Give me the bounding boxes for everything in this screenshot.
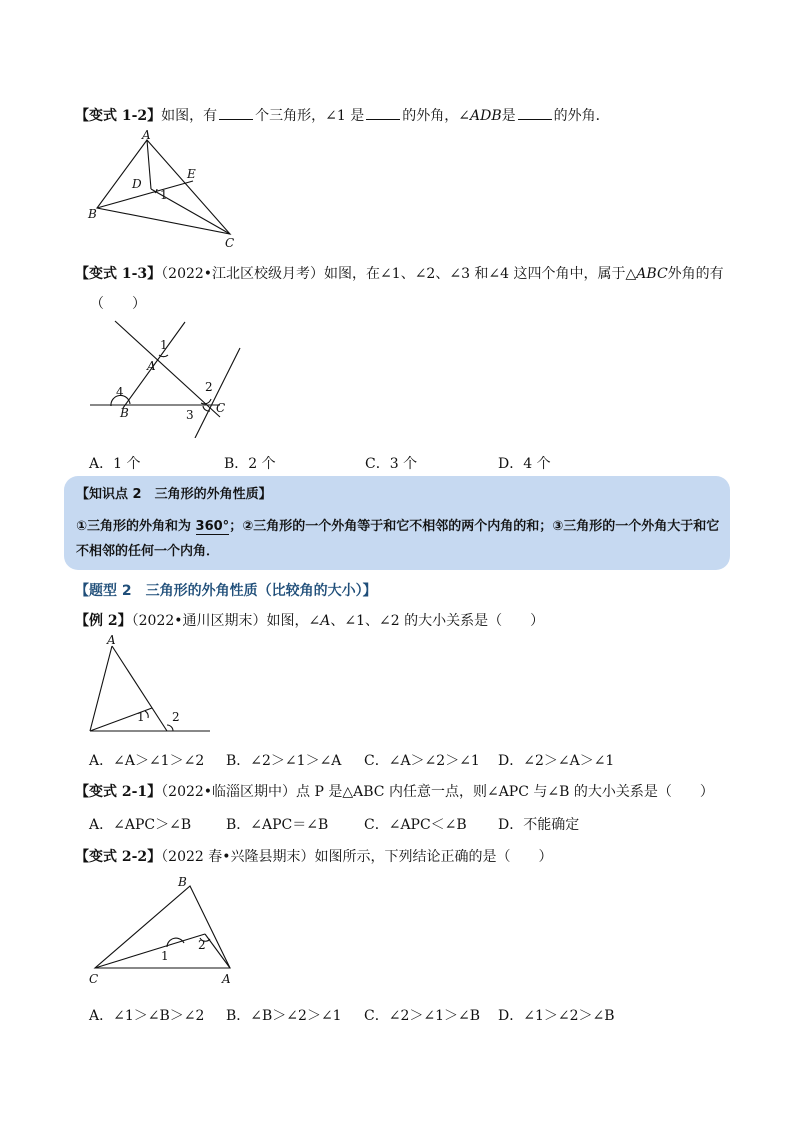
label-B: B [120,406,129,420]
option-d[interactable]: D．不能确定 [498,817,580,833]
answer-paren: （ ） [90,296,146,312]
option-d[interactable]: D．∠1＞∠2＞∠B [498,1008,615,1024]
label-A: A [107,633,116,647]
question-tag: 【例 2】 [75,613,132,629]
option-c[interactable]: C．3 个 [365,456,418,472]
option-d[interactable]: D．∠2＞∠A＞∠1 [498,753,615,769]
angle-2-label: 2 [198,938,206,952]
label-A: A [142,128,151,142]
option-c[interactable]: C．∠A＞∠2＞∠1 [364,753,480,769]
label-E: E [187,167,196,181]
angle-1-label: 1 [160,188,168,202]
option-c[interactable]: C．∠2＞∠1＞∠B [364,1008,481,1024]
figure-lines-2 [85,318,255,438]
angle-1-label: 1 [161,949,169,963]
angle-1-label: 1 [137,710,145,724]
label-D: D [132,177,142,191]
question-tag: 【变式 1-2】 [75,108,162,124]
question-2-1: 【变式 2-1】（2022•临淄区期中）点 P 是△ABC 内任意一点，则∠APC 与∠B 的大小关系是（ ） [75,784,714,800]
angle-2-label: 2 [205,380,213,394]
answer-blank[interactable] [366,107,400,120]
label-A: A [147,359,156,373]
example-2: 【例 2】（2022•通川区期末）如图，∠A、∠1、∠2 的大小关系是（ ） [75,613,545,629]
answer-blank[interactable] [219,107,253,120]
option-a[interactable]: A．∠A＞∠1＞∠2 [89,753,205,769]
label-C: C [225,236,235,250]
figure-triangle-3 [85,632,215,736]
option-c[interactable]: C．∠APC＜∠B [364,817,467,833]
option-d[interactable]: D．4 个 [498,456,551,472]
knowledge-body: ①三角形的外角和为 360°；②三角形的一个外角等于和它不相邻的两个内角的和；③三角形的一个外角大于和它不相邻的任何一个内角． [76,519,720,559]
option-a[interactable]: A．1 个 [89,456,141,472]
question-1-2: 【变式 1-2】如图，有 个三角形，∠1 是 的外角，∠ADB是 的外角． [75,108,610,124]
angle-4-label: 4 [116,385,124,399]
option-a[interactable]: A．∠APC＞∠B [89,817,192,833]
options-ex2 [89,750,614,770]
question-tag: 【变式 1-3】 [75,266,162,282]
question-tag: 【变式 2-1】 [75,784,162,800]
option-b[interactable]: B．∠2＞∠1＞∠A [226,753,342,769]
figure-triangle-4 [85,872,250,987]
answer-blank[interactable] [518,107,552,120]
option-b[interactable]: B．2 个 [224,456,276,472]
label-A: A [222,972,231,986]
option-b[interactable]: B．∠APC＝∠B [226,817,329,833]
question-tag: 【变式 2-2】 [75,849,162,865]
options-2-1 [89,814,579,834]
label-B: B [88,207,97,221]
question-2-2: 【变式 2-2】（2022 春•兴隆县期末）如图所示，下列结论正确的是（ ） [75,849,553,865]
option-a[interactable]: A．∠1＞∠B＞∠2 [89,1008,205,1024]
options-1-3 [89,453,551,473]
option-b[interactable]: B．∠B＞∠2＞∠1 [226,1008,342,1024]
knowledge-point-box [64,476,730,570]
key-value: 360° [195,519,230,534]
label-C: C [216,401,226,415]
question-1-3: 【变式 1-3】（2022•江北区校级月考）如图，在∠1、∠2、∠3 和∠4 这四个角中，属于△ABC外角的有 [75,266,724,282]
label-C: C [89,972,99,986]
knowledge-title: 【知识点 2 三角形的外角性质】 [76,487,272,502]
angle-1-label: 1 [160,338,168,352]
section-heading: 【题型 2 三角形的外角性质（比较角的大小）】 [75,583,377,599]
angle-3-label: 3 [186,408,194,422]
figure-triangle-1 [85,128,245,250]
options-2-2 [89,1005,615,1025]
angle-2-label: 2 [172,710,180,724]
label-B: B [178,875,187,889]
